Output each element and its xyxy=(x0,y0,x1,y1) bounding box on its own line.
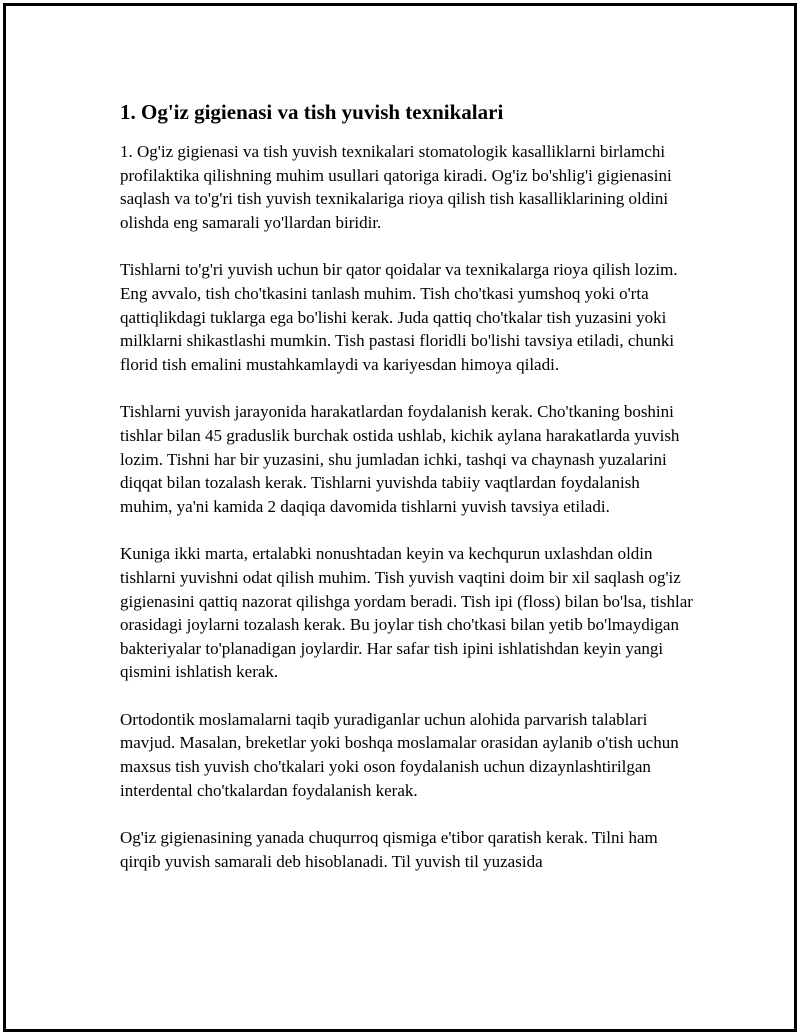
paragraph-2: Tishlarni to'g'ri yuvish uchun bir qator qoidalar va texnikalarga rioya qilish lozim. Eng avvalo, tish cho'tkasini tanlash muhim. Tish cho'tkasi yumshoq yoki o'rta qattiqlikdagi tuklarga ega bo'lishi kerak. Juda qattiq cho'tkalar tish yuzasini yoki milklarni shikastlashi mumkin. Tish pastasi floridli bo'lishi tavsiya etiladi, chunki florid tish emalini mustahkamlaydi va kariyesdan himoya qiladi. xyxy=(120,260,678,374)
document-page xyxy=(3,3,797,1032)
paragraph-3: Tishlarni yuvish jarayonida harakatlardan foydalanish kerak. Cho'tkaning boshini tishlar bilan 45 graduslik burchak ostida ushlab, kichik aylana harakatlarda yuvish lozim. Tishni har bir yuzasini, shu jumladan ichki, tashqi va chaynash yuzalarini diqqat bilan tozalash kerak. Tishlarni yuvishda tabiiy vaqtlardan foydalanish muhim, ya'ni kamida 2 daqiqa davomida tishlarni yuvish tavsiya etiladi. xyxy=(120,402,680,516)
document-body xyxy=(120,98,695,897)
paragraph-4: Kuniga ikki marta, ertalabki nonushtadan keyin va kechqurun uxlashdan oldin tishlarni yuvishni odat qilish muhim. Tish yuvish vaqtini doim bir xil saqlash og'iz gigienasini qattiq nazorat qilishga yordam beradi. Tish ipi (floss) bilan bo'lsa, tishlar orasidagi joylarni tozalash kerak. Bu joylar tish cho'tkasi bilan yetib bo'lmaydigan bakteriyalar to'planadigan joylardir. Har safar tish ipini ishlatishdan keyin yangi qismini ishlatish kerak. xyxy=(120,544,693,682)
paragraph-5: Ortodontik moslamalarni taqib yuradiganlar uchun alohida parvarish talablari mavjud. Masalan, breketlar yoki boshqa moslamalar orasidan aylanib o'tish uchun maxsus tish yuvish cho'tkalari yoki oson foydalanish uchun dizaynlashtirilgan interdental cho'tkalardan foydalanish kerak. xyxy=(120,709,679,800)
paragraph-6: Og'iz gigienasining yanada chuqurroq qismiga e'tibor qaratish kerak. Tilni ham qirqib yuvish samarali deb hisoblanadi. Til yuvish til yuzasida xyxy=(120,828,658,871)
document-title: 1. Og'iz gigienasi va tish yuvish texnikalari xyxy=(120,100,504,124)
paragraph-1: 1. Og'iz gigienasi va tish yuvish texnikalari stomatologik kasalliklarni birlamchi profilaktika qilishning muhim usullari qatoriga kiradi. Og'iz bo'shlig'i gigienasini saqlash va to'g'ri tish yuvish texnikalariga rioya qilish tish kasalliklarining oldini olishda eng samarali yo'llardan biridir. xyxy=(120,142,672,232)
